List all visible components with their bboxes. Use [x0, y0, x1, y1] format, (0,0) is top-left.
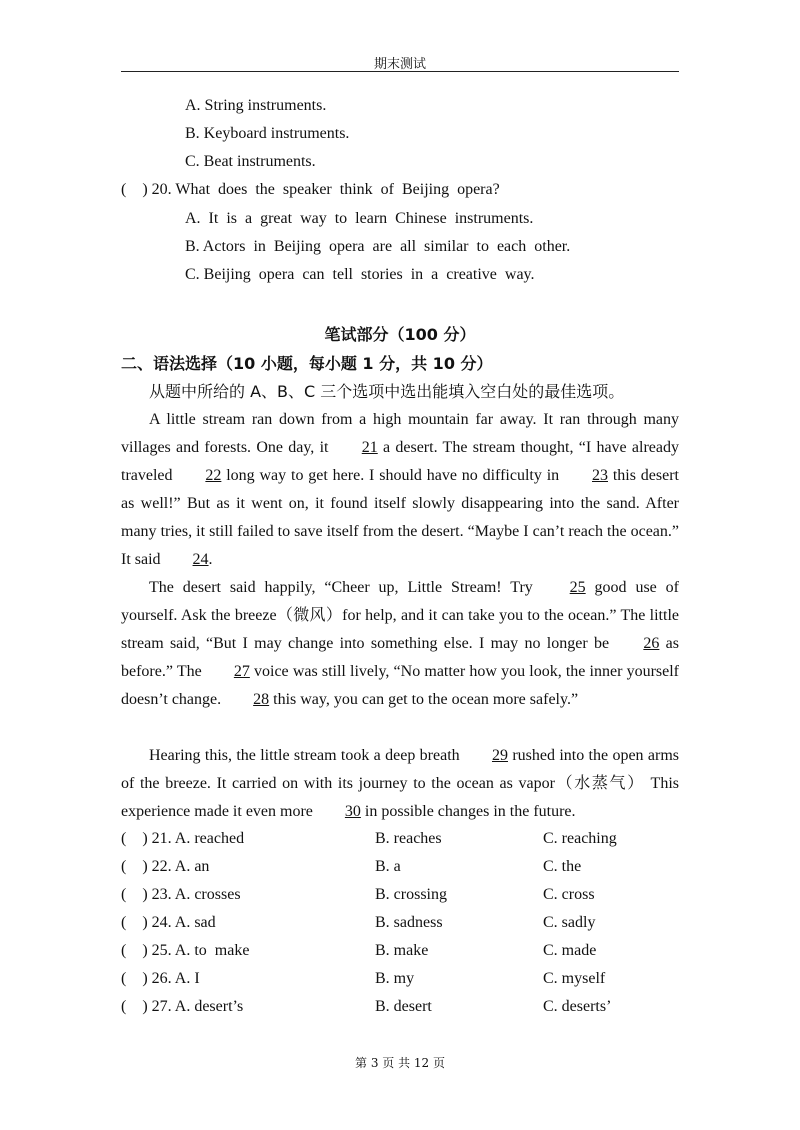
question-22-option-b: B. a: [375, 858, 401, 875]
question-row-25: [121, 942, 681, 970]
q19-option-c: C. Beat instruments.: [185, 153, 316, 170]
question-24-option-a: ( ) 24. A. sad: [121, 914, 216, 931]
page-header-title: 期末测试: [373, 57, 426, 72]
question-23-option-a: ( ) 23. A. crosses: [121, 886, 241, 903]
question-21-option-a: ( ) 21. A. reached: [121, 830, 245, 847]
section2-instruction: 从题中所给的 A、B、C 三个选项中选出能填入空白处的最佳选项。: [149, 382, 625, 401]
page-number-footer: 第 3 页 共 12 页: [355, 1056, 445, 1070]
question-21-option-c: C. reaching: [543, 830, 617, 847]
question-row-27: [121, 998, 681, 1026]
passage-paragraph-3: Hearing this, the little stream took a deep breath 29 rushed into the open arms of the breeze. It carried on with its journey to the ocean as vapor（水蒸气） This experience made it even more 30 in possible changes in the future.: [121, 742, 679, 826]
question-22-option-c: C. the: [543, 858, 582, 875]
blank-24: 24: [192, 551, 209, 568]
q19-option-b: B. Keyboard instruments.: [185, 125, 350, 142]
q20-option-c: C. Beijing opera can tell stories in a creative way.: [185, 266, 535, 283]
question-26-option-c: C. myself: [543, 970, 606, 987]
blank-27: 27: [233, 663, 250, 680]
question-23-option-b: B. crossing: [375, 886, 447, 903]
question-24-option-c: C. sadly: [543, 914, 596, 931]
blank-26: 26: [643, 635, 660, 652]
question-25-option-c: C. made: [543, 942, 597, 959]
question-23-option-c: C. cross: [543, 886, 595, 903]
question-row-24: [121, 914, 681, 942]
blank-21: 21: [361, 439, 378, 456]
question-25-option-b: B. make: [375, 942, 429, 959]
question-27-option-a: ( ) 27. A. desert’s: [121, 998, 244, 1015]
question-27-option-c: C. deserts’: [543, 998, 612, 1015]
passage-paragraph-1: A little stream ran down from a high mountain far away. It ran through many villages and forests. One day, it 21 a desert. The stream thought, “I have already traveled 22 long way to get here. I should have no difficulty in 23 this desert as well!” But as it went on, it found itself slowly disappearing into the sand. After many tries, it still failed to save itself from the desert. “Maybe I can’t reach the ocean.” It said 24.: [121, 406, 679, 574]
section2-title: 二、语法选择（10 小题，每小题 1 分，共 10 分）: [121, 354, 493, 373]
question-row-26: [121, 970, 681, 998]
blank-23: 23: [592, 467, 608, 484]
q19-option-a: A. String instruments.: [185, 97, 327, 114]
question-22-option-a: ( ) 22. A. an: [121, 858, 210, 875]
blank-29: 29: [491, 747, 508, 764]
question-row-22: [121, 858, 681, 886]
question-row-23: [121, 886, 681, 914]
question-26-option-b: B. my: [375, 970, 415, 987]
blank-25: 25: [569, 579, 586, 596]
passage-paragraph-2: The desert said happily, “Cheer up, Little Stream! Try 25 good use of yourself. Ask the breeze（微风）for help, and it can take you to the ocean.” The little stream said, “But I may change into something else. I may no longer be 26 as before.” The 27 voice was still lively, “No matter how you look, the inner yourself doesn’t change. 28 this way, you can get to the ocean more safely.”: [121, 574, 679, 714]
q20-stem: ( ) 20. What does the speaker think of Beijing opera?: [121, 181, 500, 198]
question-row-21: [121, 830, 681, 858]
q20-option-a: A. It is a great way to learn Chinese instruments.: [185, 210, 534, 227]
written-part-title: 笔试部分（100 分）: [324, 325, 476, 344]
blank-22: 22: [205, 467, 222, 484]
question-27-option-b: B. desert: [375, 998, 432, 1015]
question-24-option-b: B. sadness: [375, 914, 443, 931]
question-21-option-b: B. reaches: [375, 830, 442, 847]
question-25-option-a: ( ) 25. A. to make: [121, 942, 250, 959]
blank-28: 28: [253, 691, 270, 708]
blank-30: 30: [344, 803, 361, 820]
question-26-option-a: ( ) 26. A. I: [121, 970, 200, 987]
header-divider: [121, 71, 679, 72]
q20-option-b: B. Actors in Beijing opera are all similar to each other.: [185, 238, 571, 255]
